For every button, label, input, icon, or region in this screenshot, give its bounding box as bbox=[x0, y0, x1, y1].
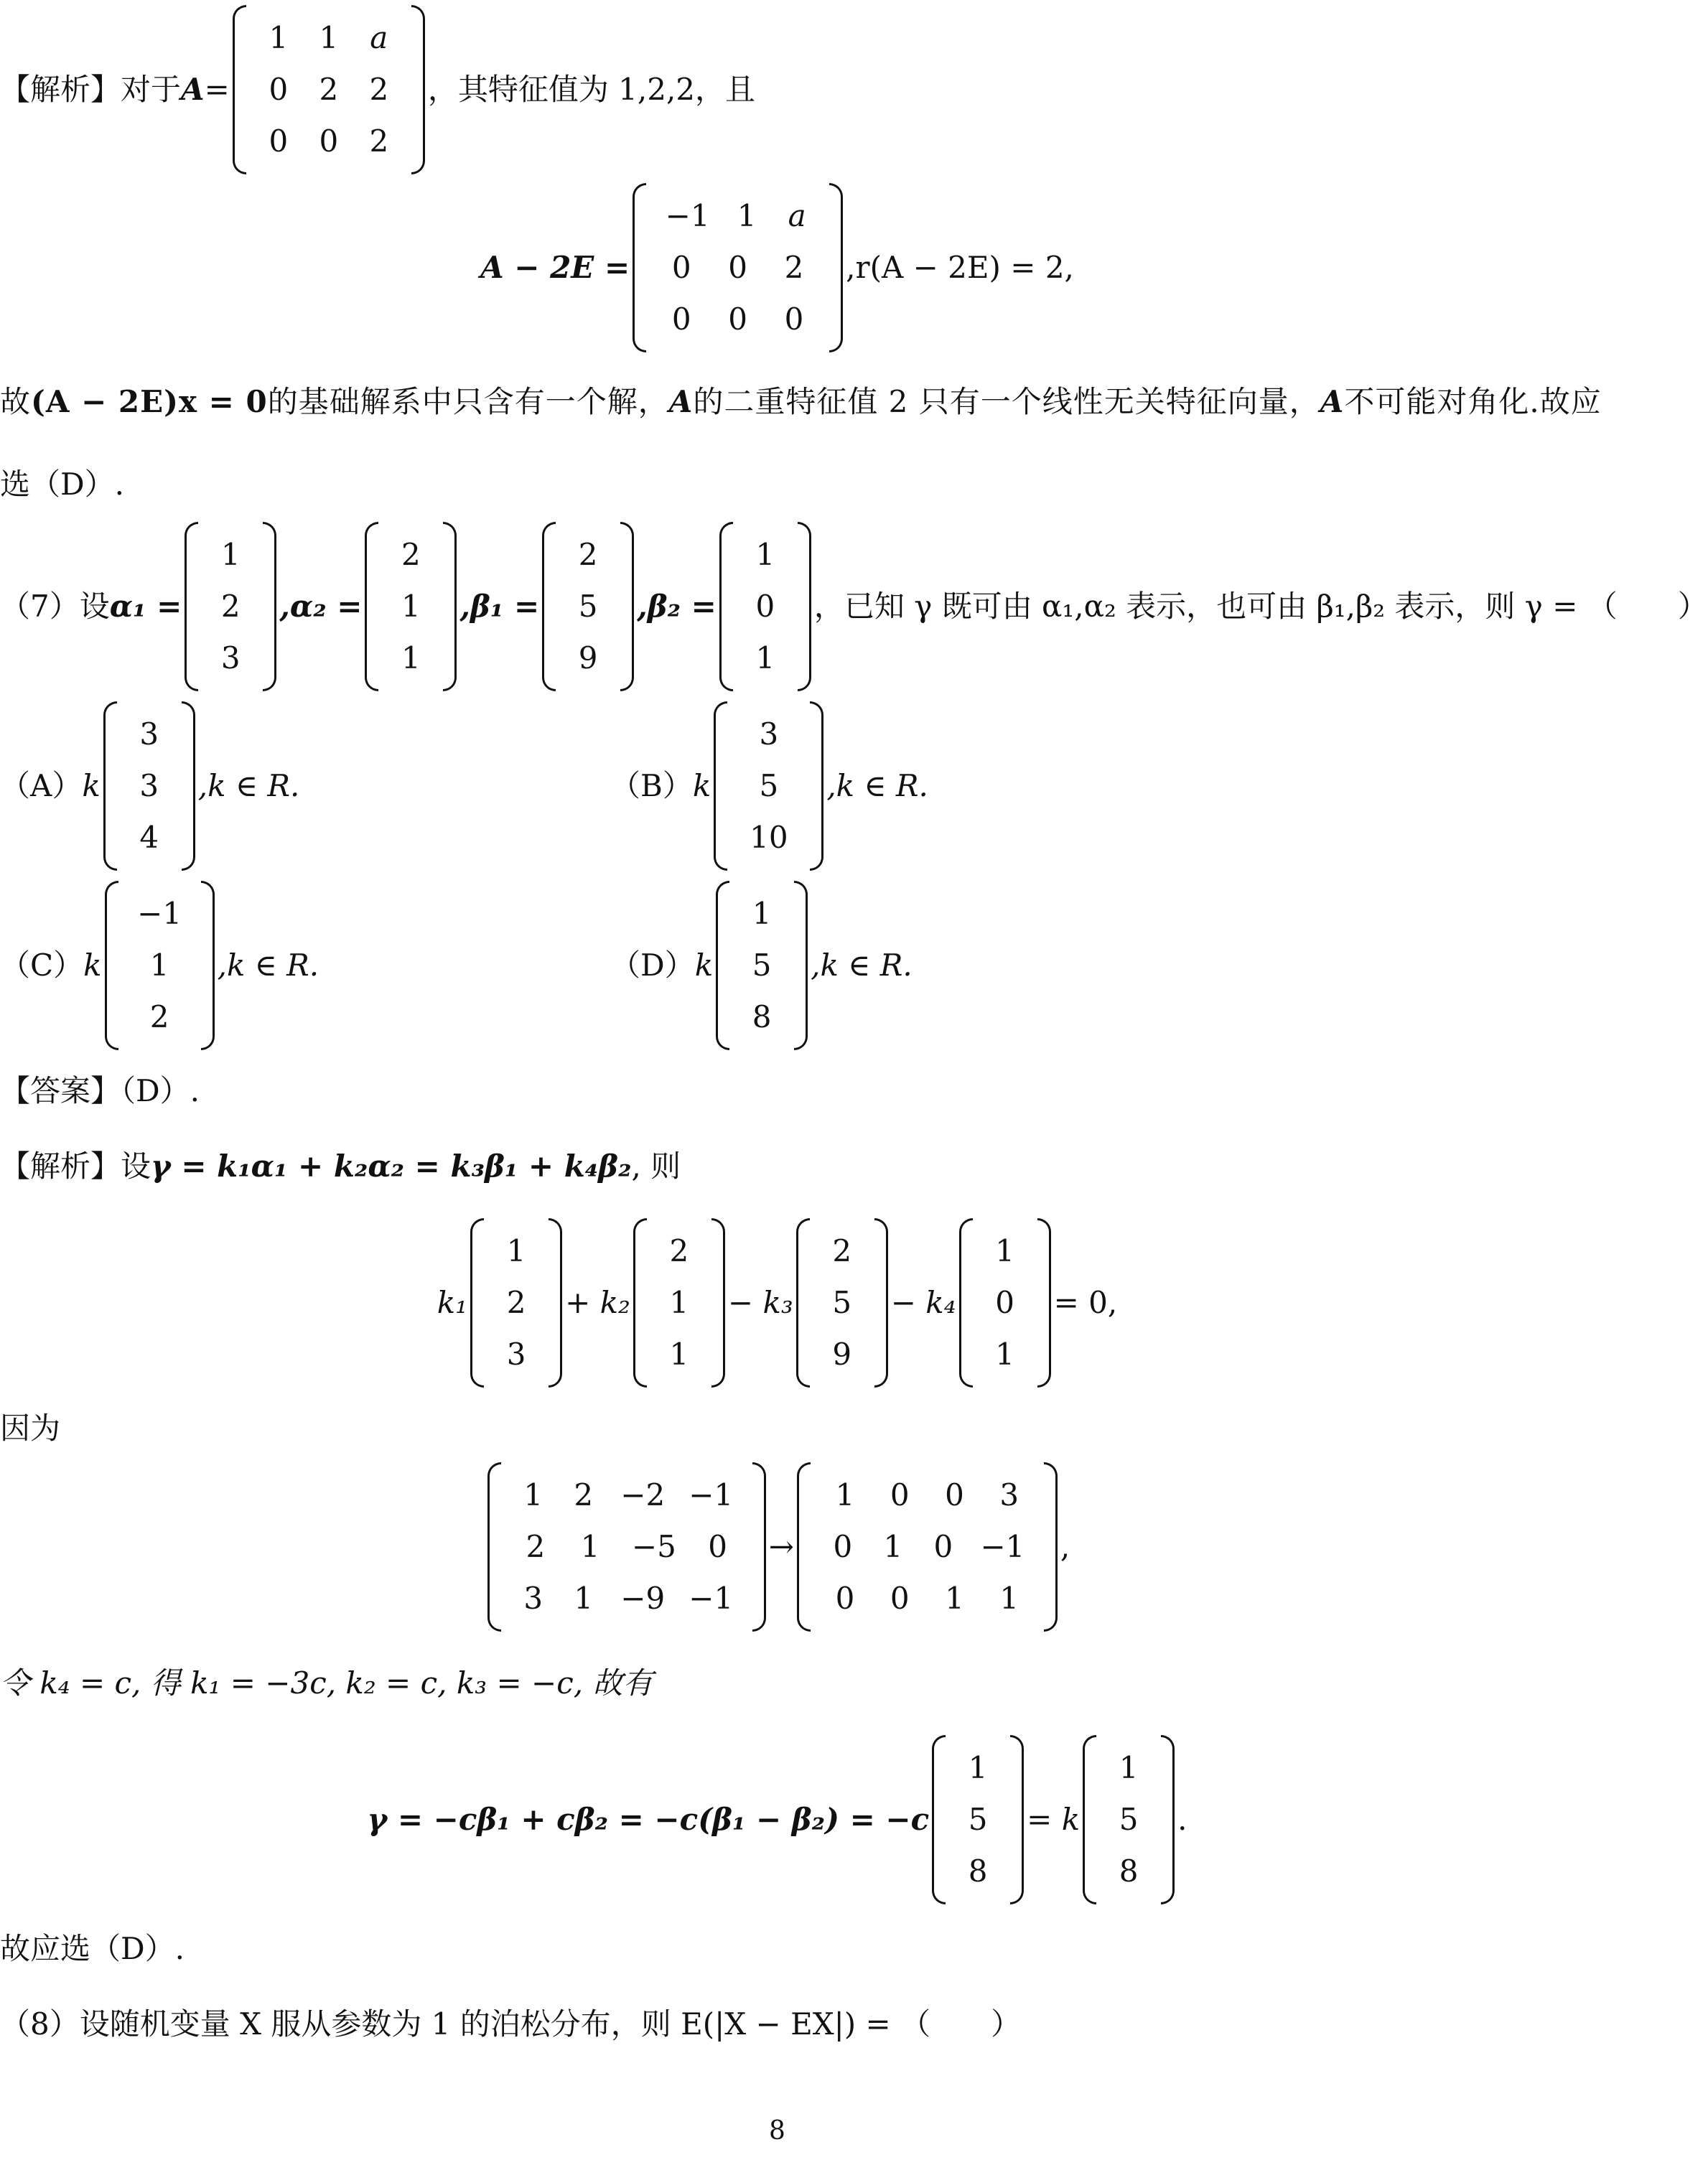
right-bracket bbox=[201, 881, 215, 1050]
left-bracket bbox=[487, 1462, 501, 1632]
matrix-row bbox=[253, 116, 404, 167]
matrix-cell: 0 bbox=[890, 1477, 910, 1512]
matrix-cell: 0 bbox=[728, 301, 747, 337]
option-tail: ,k ∈ R. bbox=[197, 768, 300, 803]
left-bracket bbox=[103, 701, 117, 871]
matrix-cell: 2 bbox=[526, 1529, 546, 1564]
matrix-cell: 0 bbox=[728, 250, 747, 285]
choose-D-text: 选（D）. bbox=[0, 467, 125, 502]
k-symbol: k bbox=[694, 948, 714, 983]
gamma-expression: γ = k₁α₁ + k₂α₂ = k₃β₁ + k₄β₂ bbox=[151, 1149, 632, 1184]
analysis-line-2 bbox=[0, 192, 1554, 343]
matrix-cell: −1 bbox=[980, 1529, 1025, 1564]
matrix-cell: −1 bbox=[665, 198, 710, 233]
matrix-cell: 1 bbox=[835, 1477, 855, 1512]
matrix-cell: 2 bbox=[319, 72, 339, 107]
left-bracket bbox=[1083, 1735, 1096, 1904]
left-bracket bbox=[470, 1218, 484, 1388]
A-symbol-2: A bbox=[1320, 384, 1345, 419]
alpha1-label: α₁ = bbox=[109, 589, 182, 624]
matrix-cell: 1 bbox=[999, 1581, 1019, 1616]
vector-beta1-eq bbox=[796, 1218, 888, 1388]
equals-zero: = 0, bbox=[1053, 1285, 1118, 1320]
matrix-cell: 0 bbox=[945, 1477, 964, 1512]
vector-entry: 8 bbox=[752, 999, 772, 1034]
vector-entry: 1 bbox=[968, 1750, 988, 1785]
matrix-row bbox=[253, 12, 404, 64]
right-bracket bbox=[263, 522, 276, 691]
matrix-cell: 0 bbox=[784, 301, 804, 337]
vector-entry: 5 bbox=[968, 1802, 988, 1837]
option-vector bbox=[716, 881, 808, 1050]
gamma-lhs: γ = −cβ₁ + cβ₂ = −c(β₁ − β₂) = −c bbox=[367, 1802, 930, 1837]
page-number: 8 bbox=[769, 2116, 785, 2146]
vector-entry: 4 bbox=[139, 820, 159, 855]
matrix-A-label: A bbox=[181, 72, 205, 107]
matrix-cell: 1 bbox=[737, 198, 757, 233]
left-bracket bbox=[932, 1735, 946, 1904]
matrix-row bbox=[508, 1521, 745, 1573]
matrix-row bbox=[653, 190, 822, 242]
option-label: （B） bbox=[610, 768, 693, 803]
vector-entry: 1 bbox=[995, 1233, 1014, 1268]
minus-k3: − k₃ bbox=[727, 1285, 793, 1320]
vector-beta2-eq bbox=[959, 1218, 1051, 1388]
matrix-cell: 1 bbox=[580, 1529, 600, 1564]
vector-entry: 2 bbox=[401, 537, 421, 572]
vector-entry: 1 bbox=[401, 589, 421, 624]
vector-entry: 5 bbox=[832, 1285, 852, 1320]
matrix-cell: 0 bbox=[835, 1581, 855, 1616]
vector-entry: 3 bbox=[759, 716, 779, 752]
vector-158-b bbox=[1083, 1735, 1175, 1904]
analysis-line-1 bbox=[0, 14, 755, 165]
right-bracket bbox=[798, 522, 811, 691]
equals-k: = k bbox=[1027, 1802, 1081, 1837]
answer-line bbox=[0, 1073, 200, 1109]
row-reduction bbox=[0, 1472, 1554, 1622]
right-bracket bbox=[443, 522, 457, 691]
right-bracket bbox=[1010, 1735, 1024, 1904]
k-symbol: k bbox=[83, 948, 102, 983]
vector-entry: 1 bbox=[752, 896, 772, 931]
analysis-line-4 bbox=[0, 467, 124, 502]
augmented-matrix bbox=[487, 1462, 766, 1632]
vector-entry: −1 bbox=[137, 896, 182, 931]
vector-entry: 5 bbox=[578, 589, 598, 624]
right-bracket bbox=[411, 5, 425, 174]
right-bracket bbox=[1161, 1735, 1175, 1904]
matrix-cell: −5 bbox=[631, 1529, 676, 1564]
let-text: 令 k₄ = c, 得 k₁ = −3c, k₂ = c, k₃ = −c, 故有 bbox=[0, 1665, 653, 1701]
q8-text: （8）设随机变量 X 服从参数为 1 的泊松分布，则 E(|X − EX|) = （ ） bbox=[0, 2006, 1022, 2042]
linear-combination-equation bbox=[0, 1228, 1554, 1378]
rank-text: ,r(A − 2E) = 2, bbox=[846, 250, 1074, 285]
analysis-prefix: 【解析】设 bbox=[0, 1149, 151, 1184]
right-bracket bbox=[810, 701, 823, 871]
matrix-cell: 2 bbox=[574, 1477, 594, 1512]
conclude-text: 故应选（D）. bbox=[0, 1931, 185, 1966]
analysis-suffix: , 则 bbox=[631, 1149, 681, 1184]
vector-entry: 2 bbox=[149, 999, 169, 1034]
vector-entry: 8 bbox=[1119, 1853, 1139, 1889]
analysis-prefix: 【解析】对于 bbox=[0, 72, 182, 107]
matrix-row bbox=[653, 242, 822, 294]
question-7 bbox=[0, 531, 1708, 682]
vector-entry: 1 bbox=[1119, 1750, 1139, 1785]
matrix-cell: 1 bbox=[319, 20, 339, 55]
text-eigenvalue: 的二重特征值 2 只有一个线性无关特征向量， bbox=[693, 384, 1320, 419]
left-bracket bbox=[233, 5, 246, 174]
matrix-cell: 0 bbox=[833, 1529, 853, 1564]
k1-symbol: k₁ bbox=[437, 1285, 468, 1320]
gamma-result bbox=[0, 1744, 1554, 1895]
vector-entry: 1 bbox=[995, 1337, 1014, 1372]
matrix-cell: 2 bbox=[784, 250, 804, 285]
k-symbol: k bbox=[692, 768, 711, 803]
plus-k2: + k₂ bbox=[565, 1285, 630, 1320]
right-bracket bbox=[620, 522, 634, 691]
matrix-row bbox=[818, 1521, 1037, 1573]
text-solution: 的基础解系中只含有一个解， bbox=[267, 384, 669, 419]
matrix-cell: 0 bbox=[933, 1529, 953, 1564]
equals-sign: = bbox=[204, 72, 230, 107]
beta1-label: ,β₁ = bbox=[459, 589, 540, 624]
vector-entry: 5 bbox=[752, 948, 772, 983]
matrix-cell: 1 bbox=[883, 1529, 903, 1564]
reduced-matrix bbox=[797, 1462, 1058, 1632]
vector-entry: 8 bbox=[968, 1853, 988, 1889]
left-bracket bbox=[959, 1218, 973, 1388]
vector-entry: 2 bbox=[578, 537, 598, 572]
option-vector bbox=[105, 881, 215, 1050]
right-bracket bbox=[549, 1218, 562, 1388]
matrix-row bbox=[508, 1573, 745, 1624]
vector-entry: 3 bbox=[506, 1337, 526, 1372]
A-symbol: A bbox=[668, 384, 694, 419]
period: . bbox=[1177, 1802, 1187, 1837]
text-gu: 故 bbox=[0, 384, 32, 419]
option-label: （C） bbox=[0, 948, 84, 983]
left-bracket bbox=[716, 881, 729, 1050]
left-bracket bbox=[714, 701, 727, 871]
right-bracket bbox=[1044, 1462, 1058, 1632]
matrix-cell: 3 bbox=[523, 1581, 543, 1616]
vector-158-a bbox=[932, 1735, 1024, 1904]
matrix-cell: −1 bbox=[689, 1581, 734, 1616]
right-bracket bbox=[752, 1462, 766, 1632]
matrix-row bbox=[253, 64, 404, 116]
option-tail: ,k ∈ R. bbox=[217, 948, 319, 983]
matrix-cell: 0 bbox=[671, 301, 691, 337]
matrix-cell: 3 bbox=[999, 1477, 1019, 1512]
minus-k4: − k₄ bbox=[890, 1285, 956, 1320]
right-bracket bbox=[182, 701, 195, 871]
vector-beta1 bbox=[542, 522, 634, 691]
conclude-line bbox=[0, 1931, 185, 1967]
vector-entry: 1 bbox=[755, 537, 775, 572]
q7-suffix: ，已知 γ 既可由 α₁,α₂ 表示，也可由 β₁,β₂ 表示，则 γ = （ ） bbox=[813, 589, 1708, 624]
question-8 bbox=[0, 2003, 1021, 2046]
vector-alpha2-eq bbox=[633, 1218, 725, 1388]
eigen-text: ，其特征值为 1,2,2，且 bbox=[427, 72, 756, 107]
option-vector bbox=[103, 701, 195, 871]
vector-entry: 3 bbox=[220, 640, 241, 675]
right-bracket bbox=[874, 1218, 888, 1388]
matrix-cell: 0 bbox=[671, 250, 691, 285]
option-B[interactable] bbox=[610, 711, 928, 861]
matrix-row bbox=[818, 1573, 1037, 1624]
matrix-cell: 0 bbox=[890, 1581, 910, 1616]
vector-entry: 10 bbox=[750, 820, 788, 855]
because-line bbox=[0, 1411, 60, 1446]
matrix-cell: 1 bbox=[945, 1581, 964, 1616]
q7-prefix: （7）设 bbox=[0, 589, 110, 624]
vector-entry: 9 bbox=[832, 1337, 852, 1372]
vector-beta2 bbox=[719, 522, 811, 691]
left-bracket bbox=[797, 1462, 811, 1632]
right-bracket bbox=[829, 183, 843, 352]
vector-alpha2 bbox=[365, 522, 457, 691]
vector-entry: 3 bbox=[139, 768, 159, 803]
answer-text: 【答案】（D）. bbox=[0, 1073, 200, 1108]
vector-entry: 1 bbox=[220, 537, 241, 572]
analysis-q7 bbox=[0, 1149, 681, 1184]
option-D[interactable] bbox=[610, 890, 913, 1041]
matrix-cell: −1 bbox=[689, 1477, 734, 1512]
vector-entry: 2 bbox=[669, 1233, 689, 1268]
option-tail: ,k ∈ R. bbox=[811, 948, 913, 983]
vector-entry: 2 bbox=[220, 589, 241, 624]
analysis-line-3 bbox=[0, 384, 1602, 420]
k-symbol: k bbox=[82, 768, 101, 803]
because-text: 因为 bbox=[0, 1411, 61, 1446]
vector-entry: 1 bbox=[755, 640, 775, 675]
matrix-cell: 1 bbox=[269, 20, 289, 55]
vector-entry: 0 bbox=[995, 1285, 1014, 1320]
vector-entry: 1 bbox=[669, 1285, 689, 1320]
matrix-row bbox=[818, 1469, 1037, 1521]
system-expression: (A − 2E)x = 0 bbox=[31, 384, 268, 419]
matrix-A-minus-2E bbox=[633, 183, 843, 352]
vector-entry: 1 bbox=[506, 1233, 526, 1268]
left-bracket bbox=[633, 183, 646, 352]
matrix-cell: 0 bbox=[269, 123, 289, 159]
right-bracket bbox=[1037, 1218, 1051, 1388]
vector-alpha1 bbox=[185, 522, 276, 691]
alpha2-label: ,α₂ = bbox=[279, 589, 363, 624]
left-bracket bbox=[719, 522, 733, 691]
matrix-cell: 2 bbox=[369, 72, 389, 107]
vector-entry: 5 bbox=[1119, 1802, 1139, 1837]
matrix-cell: −2 bbox=[620, 1477, 666, 1512]
vector-entry: 1 bbox=[401, 640, 421, 675]
matrix-cell: 0 bbox=[269, 72, 289, 107]
matrix-row bbox=[653, 294, 822, 345]
matrix-row bbox=[508, 1469, 745, 1521]
left-bracket bbox=[796, 1218, 810, 1388]
option-label: （A） bbox=[0, 768, 83, 803]
left-bracket bbox=[633, 1218, 647, 1388]
matrix-cell: 2 bbox=[369, 123, 389, 159]
left-bracket bbox=[542, 522, 556, 691]
matrix-cell: −9 bbox=[620, 1581, 666, 1616]
arrow-icon: → bbox=[768, 1529, 794, 1564]
beta2-label: ,β₂ = bbox=[637, 589, 717, 624]
A-minus-2E-label: A − 2E = bbox=[480, 250, 630, 285]
vector-entry: 0 bbox=[755, 589, 775, 624]
let-line bbox=[0, 1665, 653, 1701]
matrix-A bbox=[233, 5, 425, 174]
vector-alpha1-eq bbox=[470, 1218, 562, 1388]
matrix-cell: a bbox=[370, 20, 388, 55]
option-vector bbox=[714, 701, 823, 871]
vector-entry: 1 bbox=[149, 948, 169, 983]
vector-entry: 3 bbox=[139, 716, 159, 752]
option-label: （D） bbox=[610, 948, 695, 983]
matrix-cell: 1 bbox=[523, 1477, 543, 1512]
matrix-cell: 0 bbox=[708, 1529, 727, 1564]
option-tail: ,k ∈ R. bbox=[826, 768, 928, 803]
option-C[interactable] bbox=[0, 890, 319, 1041]
vector-entry: 5 bbox=[759, 768, 779, 803]
vector-entry: 2 bbox=[506, 1285, 526, 1320]
left-bracket bbox=[105, 881, 118, 1050]
left-bracket bbox=[185, 522, 198, 691]
vector-entry: 9 bbox=[578, 640, 598, 675]
right-bracket bbox=[711, 1218, 725, 1388]
right-bracket bbox=[794, 881, 808, 1050]
left-bracket bbox=[365, 522, 378, 691]
vector-entry: 2 bbox=[832, 1233, 852, 1268]
option-A[interactable] bbox=[0, 711, 299, 861]
matrix-cell: 1 bbox=[574, 1581, 594, 1616]
matrix-cell: a bbox=[788, 198, 806, 233]
vector-entry: 1 bbox=[669, 1337, 689, 1372]
comma: , bbox=[1060, 1529, 1070, 1564]
matrix-cell: 0 bbox=[319, 123, 339, 159]
text-diagonal: 不可能对角化.故应 bbox=[1344, 384, 1602, 419]
